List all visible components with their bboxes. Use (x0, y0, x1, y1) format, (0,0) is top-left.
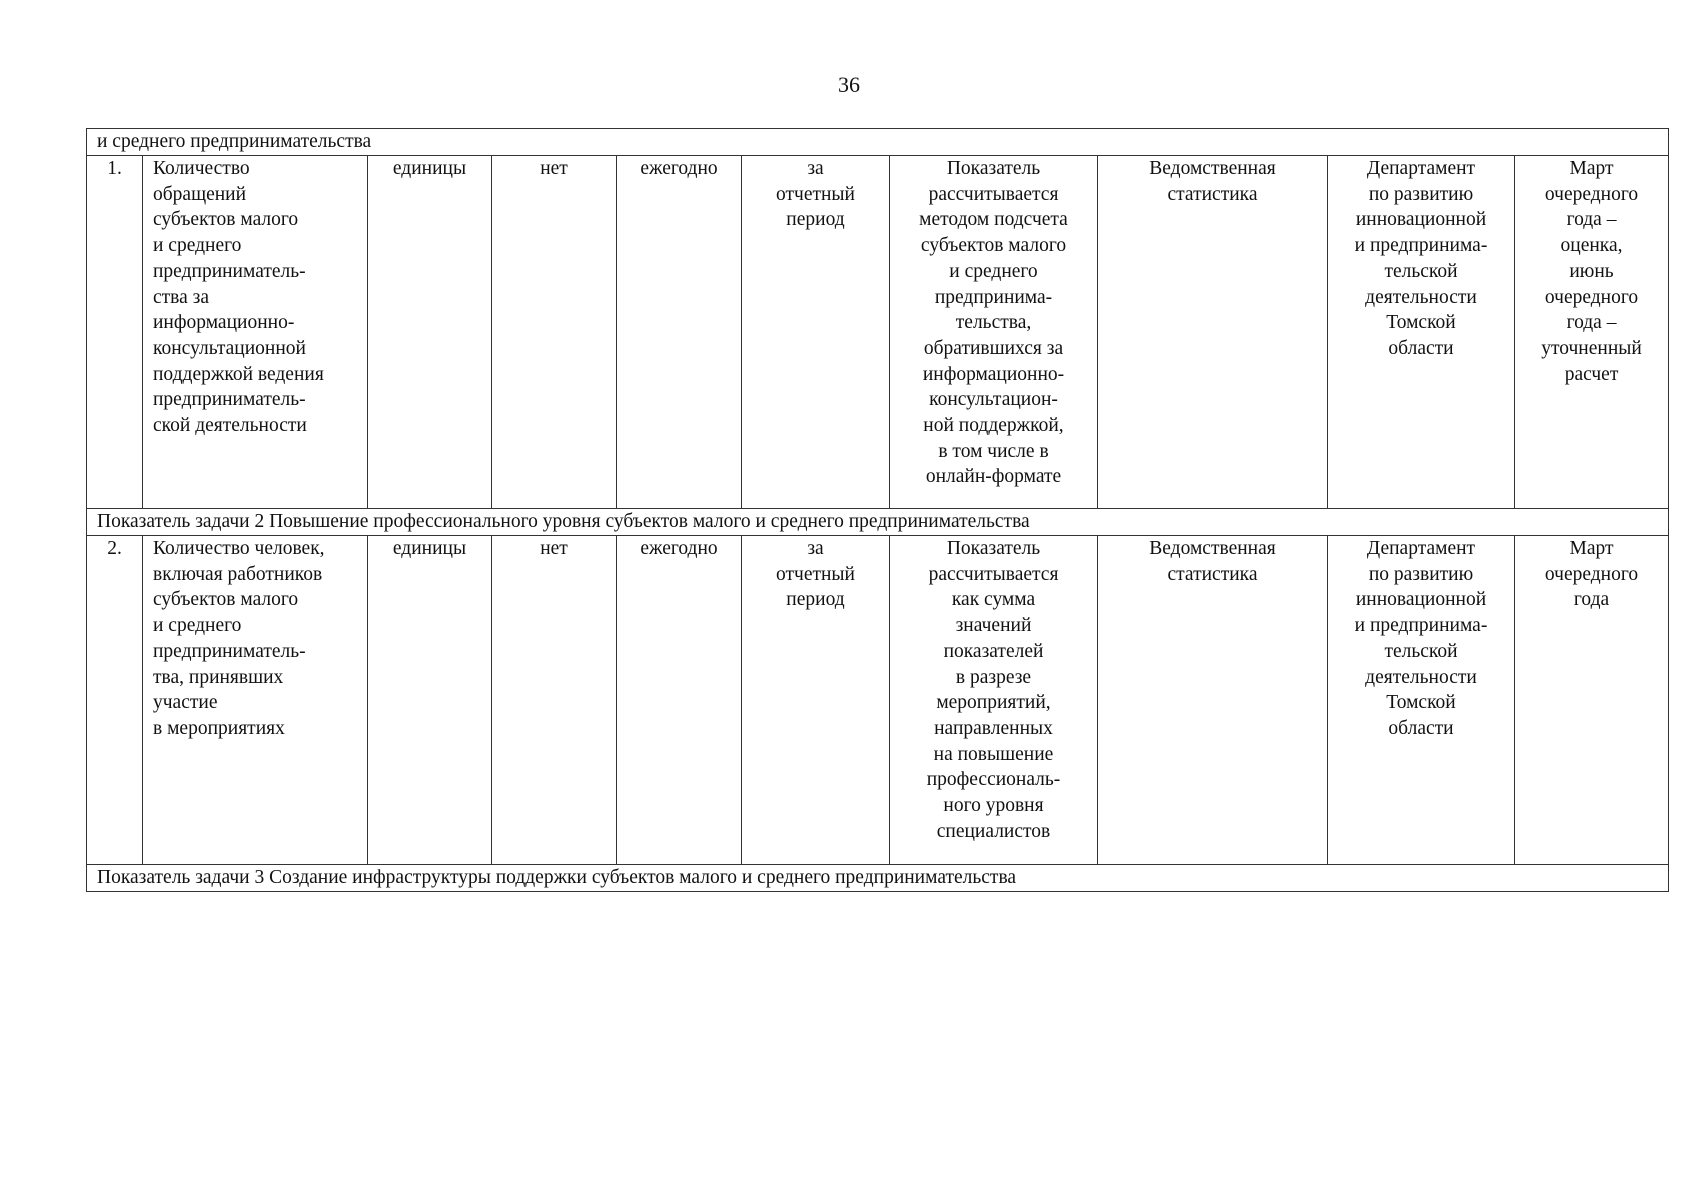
cell-text-line: субъектов малого (153, 209, 299, 231)
cell-text-line: тва, принявших (153, 666, 284, 688)
cell-text-line: ства за (153, 286, 210, 308)
source-cell (1098, 536, 1328, 865)
cell-text-line: рассчитывается (928, 183, 1059, 205)
cell-text-line: поддержкой ведения (153, 363, 324, 385)
cell-text-line: обратившихся за (923, 337, 1064, 359)
cell-text-line: по развитию (1368, 183, 1474, 205)
cell-text-line: ного уровня (943, 795, 1044, 817)
cell-text-line: показателей (943, 640, 1044, 662)
cell-text-line: консультационной (153, 337, 306, 359)
cell-text-line: в том числе в (938, 440, 1049, 462)
cell-text-line: Департамент (1366, 158, 1476, 179)
frequency-cell: ежегодно (617, 156, 742, 509)
responsible-cell (1328, 156, 1515, 509)
period-cell (742, 536, 890, 865)
cell-text-line: рассчитывается (928, 563, 1059, 585)
cell-text-line: очередного (1544, 183, 1639, 205)
cell-text-line: Показатель (946, 538, 1041, 559)
cell-text-line: мероприятий, (936, 692, 1051, 714)
deadline-cell (1515, 156, 1669, 509)
cell-text-line: уточненный (1541, 337, 1642, 359)
frequency-cell: ежегодно (617, 536, 742, 865)
cell-text-line: года (1573, 589, 1610, 611)
cell-text-line: Томской (1386, 692, 1456, 714)
cell-text-line: Март (1569, 158, 1614, 179)
row-number: 1. (87, 156, 143, 509)
method-cell (890, 536, 1098, 865)
section-heading-task3: Показатель задачи 3 Создание инфраструктуры поддержки субъектов малого и среднего предпринимательства (87, 865, 1669, 892)
cell-text-line: в мероприятиях (153, 717, 285, 739)
method-cell (890, 156, 1098, 509)
cell-text-line: очередного (1544, 563, 1639, 585)
cell-text-line: Количество (153, 158, 250, 179)
flag-cell: нет (492, 536, 617, 865)
cell-text-line: за (807, 538, 824, 559)
cell-text-line: года – (1566, 209, 1617, 231)
cell-text-line: методом подсчета (919, 209, 1068, 231)
cell-text-line: статистика (1167, 183, 1258, 205)
cell-text-line: ской деятельности (153, 415, 307, 437)
cell-text-line: информационно- (153, 312, 295, 334)
cell-text-line: тельской (1384, 640, 1458, 662)
cell-text-line: онлайн-формате (925, 466, 1062, 488)
cell-text-line: период (786, 589, 845, 611)
section-heading-top: и среднего предпринимательства (87, 129, 1669, 156)
cell-text-line: значений (955, 615, 1032, 637)
cell-text-line: как сумма (951, 589, 1036, 611)
cell-text-line: и среднего (153, 615, 242, 637)
responsible-cell (1328, 536, 1515, 865)
cell-text-line: Ведомственная (1149, 158, 1276, 179)
cell-text-line: статистика (1167, 563, 1258, 585)
cell-text-line: года – (1566, 312, 1617, 334)
cell-text-line: Показатель (946, 158, 1041, 179)
cell-text-line: и среднего (949, 260, 1038, 282)
cell-text-line: Март (1569, 538, 1614, 559)
cell-text-line: обращений (153, 183, 247, 205)
cell-text-line: области (1388, 337, 1454, 359)
cell-text-line: оценка, (1560, 235, 1623, 257)
indicator-name (143, 156, 368, 509)
cell-text-line: информационно- (922, 363, 1065, 385)
cell-text-line: консультацион- (929, 389, 1058, 411)
cell-text-line: субъектов малого (920, 235, 1067, 257)
cell-text-line: включая работников (153, 563, 323, 585)
cell-text-line: отчетный (776, 183, 855, 205)
unit-cell: единицы (368, 536, 492, 865)
cell-text-line: отчетный (776, 563, 855, 585)
cell-text-line: расчет (1564, 363, 1619, 385)
cell-text-line: участие (153, 692, 218, 714)
cell-text-line: Томской (1386, 312, 1456, 334)
cell-text-line: тельской (1384, 260, 1458, 282)
cell-text-line: Ведомственная (1149, 538, 1276, 559)
section-heading-task2: Показатель задачи 2 Повышение профессионального уровня субъектов малого и среднего предпринимательства (87, 509, 1669, 536)
cell-text-line: и предпринима- (1354, 615, 1488, 637)
cell-text-line: предпринима- (934, 286, 1053, 308)
unit-cell: единицы (368, 156, 492, 509)
cell-text-line: предприниматель- (153, 260, 306, 282)
cell-text-line: Количество человек, (153, 538, 325, 559)
cell-text-line: инновационной (1355, 209, 1487, 231)
page-number: 36 (838, 72, 860, 97)
cell-text-line: за (807, 158, 824, 179)
section-row (87, 509, 1669, 536)
cell-text-line: в разрезе (955, 666, 1032, 688)
cell-text-line: предприниматель- (153, 389, 306, 411)
cell-text-line: ной поддержкой, (923, 415, 1064, 437)
flag-cell: нет (492, 156, 617, 509)
cell-text-line: на повышение (933, 743, 1054, 765)
cell-text-line: деятельности (1365, 666, 1477, 688)
cell-text-line: деятельности (1365, 286, 1477, 308)
cell-text-line: субъектов малого (153, 589, 299, 611)
cell-text-line: очередного (1544, 286, 1639, 308)
section-row (87, 129, 1669, 156)
cell-text-line: и среднего (153, 235, 242, 257)
deadline-cell (1515, 536, 1669, 865)
source-cell (1098, 156, 1328, 509)
cell-text-line: период (786, 209, 845, 231)
table-row (87, 536, 1669, 865)
indicators-table (86, 128, 1669, 892)
cell-text-line: профессиональ- (926, 769, 1061, 791)
cell-text-line: тельства, (955, 312, 1032, 334)
cell-text-line: направленных (934, 717, 1053, 739)
cell-text-line: июнь (1569, 260, 1614, 282)
table-row (87, 156, 1669, 509)
row-number: 2. (87, 536, 143, 865)
section-row (87, 865, 1669, 892)
cell-text-line: Департамент (1366, 538, 1476, 559)
cell-text-line: области (1388, 717, 1454, 739)
cell-text-line: предприниматель- (153, 640, 306, 662)
cell-text-line: по развитию (1368, 563, 1474, 585)
cell-text-line: и предпринима- (1354, 235, 1488, 257)
period-cell (742, 156, 890, 509)
cell-text-line: инновационной (1355, 589, 1487, 611)
cell-text-line: специалистов (936, 820, 1051, 842)
indicator-name (143, 536, 368, 865)
